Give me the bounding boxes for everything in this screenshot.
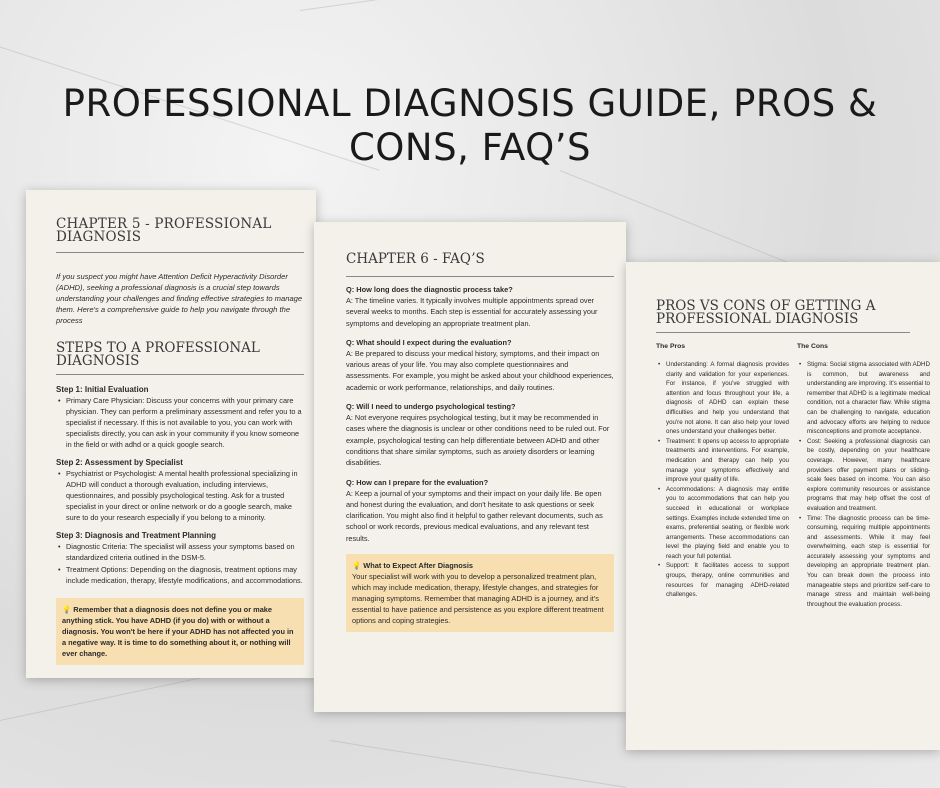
marble-vein	[300, 0, 795, 11]
intro-paragraph: If you suspect you might have Attention Deficit Hyperactivity Disorder (ADHD), seeking a professional diagnosis is a crucial step towards understanding your challenges and finding effective strategies to manage them. Here's a comprehensive guide to help you navigate through the process	[56, 272, 303, 325]
con-item: • Time: The diagnostic process can be time-consuming, requiring multiple appointments and assessments. While it may feel overwhelming, each step is essential for accurately assessing your symptoms and developing an appropriate treatment plan. You can break down the process into manageable steps and prioritize self-care to manage stress and maintain well-being throughout the evaluation process.	[797, 514, 930, 610]
chapter-heading: PROS VS CONS OF GETTING A PROFESSIONAL DIAGNOSIS	[656, 298, 876, 327]
callout-text: Your specialist will work with you to develop a personalized treatment plan, which may include medication, therapy, lifestyle changes, and strategies for managing symptoms. Remember that managing ADHD is a journey, and it's essential to have patience and persistence as you explore different treatment options and coping strategies.	[352, 572, 604, 626]
document-page-chapter-6	[314, 222, 626, 712]
step-bullet: • Primary Care Physician: Discuss your concerns with your primary care physician. They can perform a preliminary assessment and refer you to a specialist if necessary. If this is not available to you, you can work with specialists directly, you can ask in your community if you know someone in the field or with adhd or a quick google search.	[56, 395, 304, 450]
step-bullet: • Treatment Options: Depending on the diagnosis, treatment options may include medication, therapy, lifestyle modifications, and accommodations.	[56, 564, 304, 586]
con-item: • Cost: Seeking a professional diagnosis can be costly, depending on your healthcare coverage. However, many healthcare providers offer payment plans or sliding-scale fees based on income. You can also explore community resources or assistance programs that may help offset the cost of evaluation and treatment.	[797, 437, 930, 514]
step-bullet: • Psychiatrist or Psychologist: A mental health professional specializing in ADHD will conduct a thorough evaluation, including interviews, questionnaires, and possibly psychological testing. Ask for a trusted specialist in your direct or online network or do a google search, make sure to do your research especially if you belong to a minority.	[56, 468, 304, 523]
pro-item: • Support: It facilitates access to support groups, therapy, online communities and resources for managing ADHD-related challenges.	[656, 561, 789, 599]
faq-question: Q: How can I prepare for the evaluation?	[346, 477, 489, 487]
step-heading: Step 1: Initial Evaluation	[56, 385, 149, 394]
document-page-chapter-5	[26, 190, 316, 678]
faq-answer: A: Not everyone requires psychological testing, but it may be recommended in cases where the diagnosis is unclear or other conditions need to be ruled out. For example, psychological testing can help differentiate between ADHD and other conditions that share similar symptoms, such as anxiety disorders or learning disabilities.	[346, 413, 610, 468]
pro-item: • Accommodations: A diagnosis may entitle you to accommodations that can help you succeed in educational or workplace settings. Examples include extended time on exams, preferential seating, or flexible work arrangements. These accommodations can level the playing field and enable you to reach your full potential.	[656, 485, 789, 562]
chapter-heading: CHAPTER 6 - FAQ’S	[346, 251, 485, 267]
heading-divider	[56, 252, 304, 253]
faq-question: Q: How long does the diagnostic process take?	[346, 285, 513, 294]
step-heading: Step 2: Assessment by Specialist	[56, 458, 183, 467]
pro-item: • Understanding: A formal diagnosis provides clarity and validation for your experiences. For instance, if you've struggled with attention and focus throughout your life, a diagnosis of ADHD can explain these difficulties and help you understand that you're not alone. It can also help your loved ones understand your challenges better.	[656, 360, 789, 437]
heading-divider	[656, 332, 910, 333]
marble-vein	[330, 740, 626, 788]
pros-column	[656, 343, 789, 609]
chapter-heading: CHAPTER 5 - PROFESSIONAL DIAGNOSIS	[56, 216, 272, 245]
cons-heading: The Cons	[797, 343, 828, 350]
page-title: PROFESSIONAL DIAGNOSIS GUIDE, PROS & CONS, FAQ’S	[62, 82, 878, 169]
con-item: • Stigma: Social stigma associated with ADHD is common, but awareness and understanding are improving. It's essential to remember that ADHD is a legitimate medical condition, not a character flaw. While stigma can be challenging to navigate, education and advocacy efforts are helping to reduce misconceptions and promote acceptance.	[797, 360, 930, 437]
heading-divider	[56, 374, 304, 375]
callout-box	[56, 598, 304, 665]
faq-question: Q: Will I need to undergo psychological testing?	[346, 402, 516, 412]
faq-question: Q: What should I expect during the evaluation?	[346, 337, 512, 347]
callout-text: 💡 Remember that a diagnosis does not define you or make anything stick. You have ADHD (if you do) with or without a diagnosis. You won't be here if your ADHD has not affected you in a negative way. It is time to do something about it, or nothing will ever change.	[62, 605, 294, 658]
cons-column	[797, 343, 930, 609]
pros-cons-columns	[656, 343, 930, 609]
faq-answer: A: Be prepared to discuss your medical history, symptoms, and their impact on various areas of your life. You may also complete questionnaires and assessments. For example, you might be asked about your childhood experiences, academic or work performance, relationships, and daily routines.	[346, 348, 614, 392]
pro-item: • Treatment: It opens up access to appropriate treatments and interventions. For example, medication and therapy can help you manage your symptoms effectively and improve your quality of life.	[656, 437, 789, 485]
document-page-pros-cons	[626, 262, 940, 750]
step-bullet: • Diagnostic Criteria: The specialist will assess your symptoms based on standardized criteria outlined in the DSM-5.	[56, 541, 304, 563]
callout-box	[346, 554, 614, 632]
faq-answer: A: The timeline varies. It typically involves multiple appointments spread over several weeks to months. Each step is essential for accurately assessing your symptoms and developing an appropriate treatment plan.	[346, 296, 598, 328]
pros-heading: The Pros	[656, 343, 686, 350]
callout-title: 💡 What to Expect After Diagnosis	[352, 561, 474, 571]
faq-answer: A: Keep a journal of your symptoms and their impact on your daily life. Be open and honest during the evaluation, and don't hesitate to ask questions or seek clarification. You might also find it helpful to gather relevant documents, such as school or work records, previous medical evaluations, and any relevant test results.	[346, 488, 603, 543]
section-heading: STEPS TO A PROFESSIONAL DIAGNOSIS	[56, 340, 260, 369]
step-heading: Step 3: Diagnosis and Treatment Planning	[56, 531, 217, 540]
heading-divider	[346, 276, 614, 277]
